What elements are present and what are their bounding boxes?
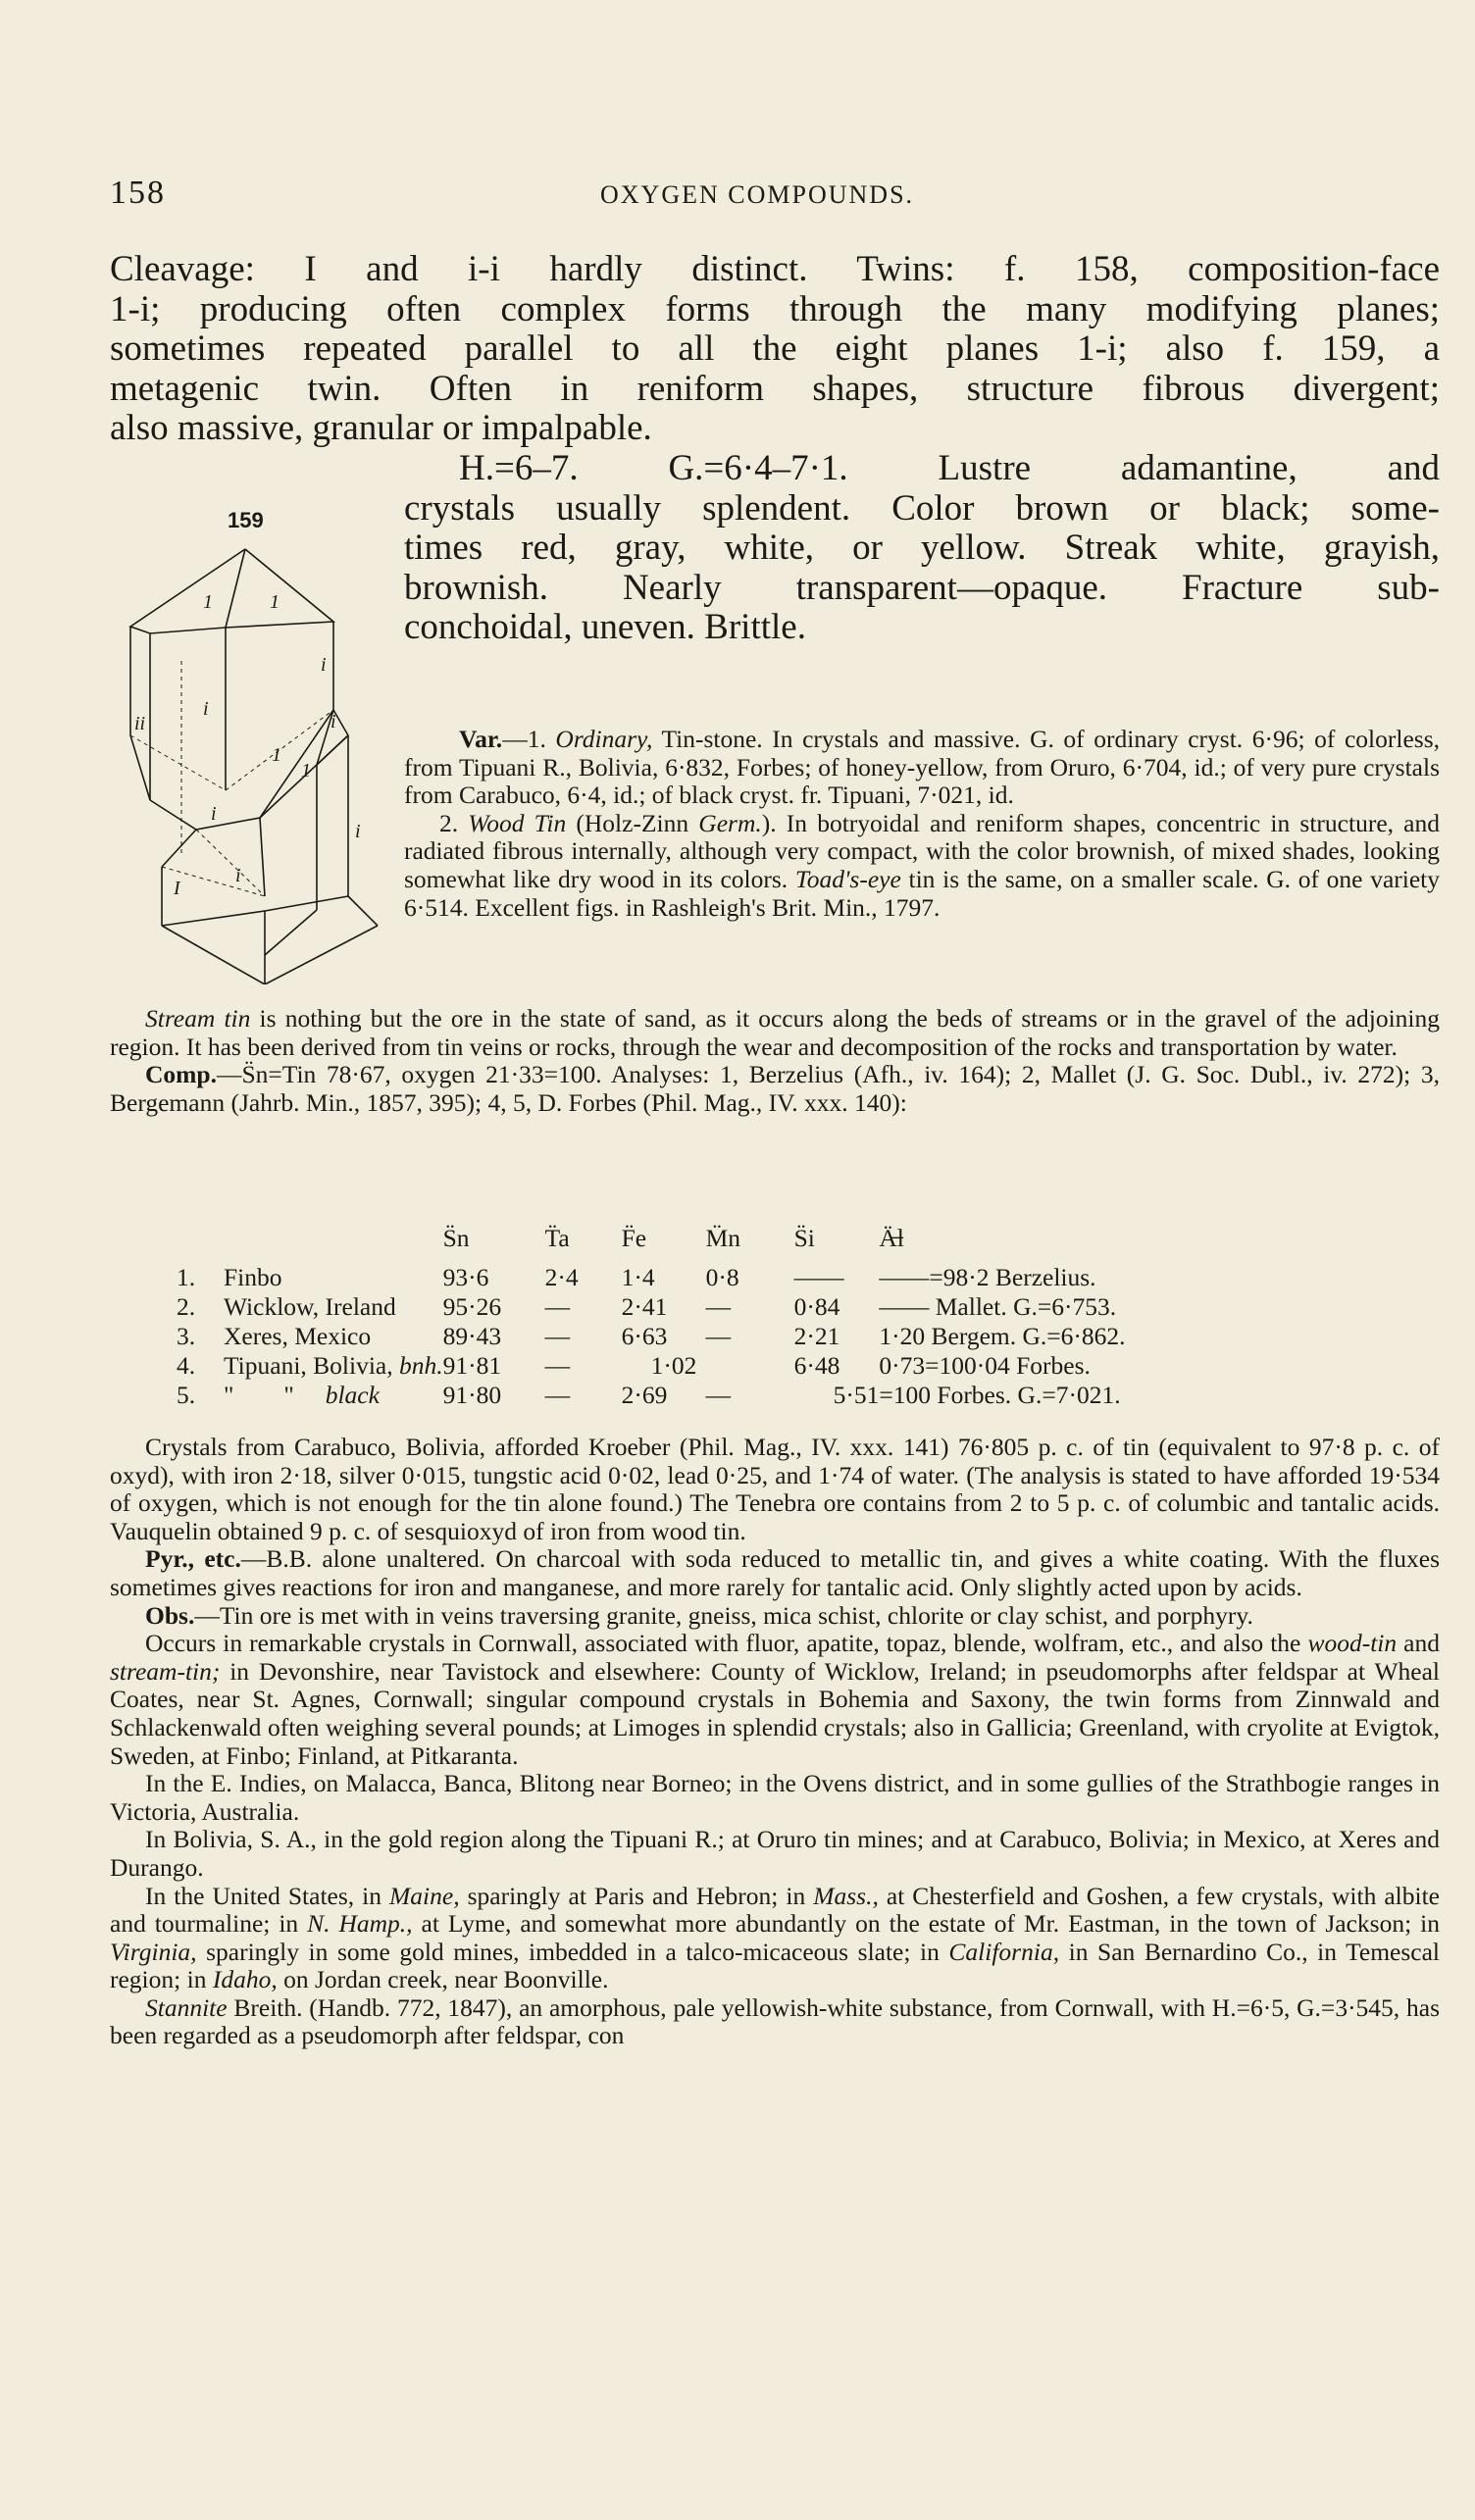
figure-number: 159 [228,508,264,532]
obs-lead: Obs. [145,1600,195,1630]
face-label: i [321,654,327,676]
obs-paragraph [110,1602,1440,1631]
bolivia-paragraph: In Bolivia, S. A., in the gold region along the Tipuani R.; at Oruro tin mines; and at Carabuco, Bolivia; in Mexico, at Xeres and Durango. [110,1825,1440,1882]
text-run: 2. [439,808,469,837]
cell-si: 0·84 [793,1292,840,1321]
locality: Xeres, Mexico [224,1322,372,1350]
text-run: ). In botryoidal and reniform shapes, concentric in structure, and radiated fibrous internally, although very compact, with the color brownish, of mixed shades, looking somewhat like dry wood in its colors. [404,808,1441,893]
text-run: Tin-stone. In crystals and massive. G. of ordinary cryst. 6·96; of colorless, from Tipuani R., Bolivia, 6·832, Forbes; of honey-yellow, from Oruro, 6·704, id.; of very pure crystals from Carabuco, 6·4, id.; of black cryst. fr. Tipuani, 7·021, id. [404,725,1441,810]
text-run: in San Bernardino Co., in Temescal region; in [110,1937,1440,1994]
text-run: Toad's-eye [794,864,901,893]
text-run: at Lyme, and somewhat more abundantly on the estate of Mr. Eastman, in the town of Jackson; in [412,1909,1440,1939]
cornwall-paragraph [110,1630,1440,1770]
comp-lead: Comp. [145,1060,217,1089]
cell-ta: — [544,1381,571,1409]
face-label: i [203,698,209,720]
text-run: Breith. (Handb. 772, 1847), an amorphous, pale yellowish-white substance, from Cornwall, with H.=6·5, G.=3·545, has been regarded as a pseudomorph after feldspar, con [110,1992,1440,2050]
row-number: 1. [177,1263,196,1291]
united-states-paragraph [110,1883,1440,1994]
face-label: ii [134,713,146,734]
cell-ta: — [544,1292,571,1321]
text-run: in Devonshire, near Tavistock and elsewhere: County of Wicklow, Ireland; in pseudomorphs after feldspar at Wheal Coates, near St. Agnes, Cornwall; singular compound crystals in Bohemia and Saxony, the twin forms from Zinnwald and Schlackenwald often weighing several pounds; at Limoges in splendid crystals; also in Gallicia; Greenland, with cryolite at Evigtok, Sweden, at Finbo; Finland, at Pitkaranta. [110,1656,1440,1770]
properties-paragraph [404,449,1440,648]
table-header-row [177,1224,1126,1263]
cell-al: 0·73=100·04 Forbes. [879,1351,1091,1380]
face-label: I [174,878,180,899]
table-row [177,1351,1126,1381]
text-run: Stannite [145,1992,228,2022]
cell-sn: 89·43 [442,1322,502,1350]
stream-comp-section [110,1005,1440,1117]
table-row [177,1263,1126,1292]
text-run: California, [948,1937,1060,1966]
face-label: i [331,711,336,732]
text-run: Ordinary, [555,725,653,753]
running-title: OXYGEN COMPOUNDS. [600,180,915,209]
text-run: on Jordan creek, near Boonville. [277,1965,609,1994]
page-number: 158 [110,175,166,211]
cell-ta: — [544,1351,571,1380]
table-row [177,1322,1126,1351]
cell-mn: 0·8 [705,1263,739,1291]
cell-sn: 93·6 [442,1263,489,1291]
header-fe: F̈e [621,1224,647,1252]
text-line: sometimes repeated parallel to all the eight planes 1-i; also f. 159, a [110,328,1440,369]
face-label: i [211,803,217,825]
text-run: Mass., [813,1881,879,1910]
row-number: 4. [177,1351,196,1380]
text-line: 1-i; producing often complex forms through the many modifying planes; [110,288,1440,329]
header-mn: M̈n [705,1224,741,1252]
cell-si: 6·48 [793,1351,840,1380]
var-lead: Var. [459,725,503,753]
variety-section [404,726,1440,922]
cell-ta: 2·4 [544,1263,579,1291]
locality: Finbo [224,1263,282,1291]
face-label: 1 [301,760,311,781]
analysis-table [177,1224,1126,1410]
face-label: 1 [272,744,281,766]
text-run: Germ. [698,808,762,837]
face-label: i [235,865,241,886]
text-run: sparingly at Paris and Hebron; in [459,1881,814,1910]
cell-sn: 95·26 [442,1292,502,1321]
locality: Tipuani, Bolivia, bnh. [224,1351,443,1380]
stannite-paragraph [110,1994,1440,2050]
face-label: i [355,821,361,842]
cell-al: 1·20 Bergem. G.=6·862. [879,1322,1126,1350]
locality: Wicklow, Ireland [224,1292,396,1321]
text-run: is nothing but the ore in the state of sand, as it occurs along the beds of streams or in the gravel of the adjoining region. It has been derived from tin veins or rocks, through the wear and decomposition of the rocks and transportation by water. [110,1004,1441,1061]
carabuco-paragraph: Crystals from Carabuco, Bolivia, afforded Kroeber (Phil. Mag., IV. xxx. 141) 76·805 p. c. of tin (equivalent to 97·8 p. c. of oxyd), with iron 2·18, silver 0·015, tungstic acid 0·02, lead 0·25, and 1·74 of water. (The analysis is stated to have afforded 19·534 of oxygen, which is not enough for the tin alone found.) The Tenebra ore contains from 2 to 5 p. c. of columbic and tantalic acids. Vauquelin obtained 9 p. c. of sesquioxyd of iron from wood tin. [110,1433,1440,1545]
text-line: brownish. Nearly transparent—opaque. Fracture sub- [404,567,1440,608]
text-line: also massive, granular or impalpable. [110,408,652,448]
row-number: 5. [177,1381,196,1409]
comp-paragraph [110,1061,1440,1117]
text-run: stream-tin; [110,1656,221,1686]
face-label: 1 [270,591,280,613]
stream-tin-paragraph [110,1005,1440,1061]
header-sn: S̈n [442,1224,470,1252]
cell-mn [706,1351,794,1381]
text-line: H.=6–7. G.=6·4–7·1. Lustre adamantine, and [459,448,1440,488]
text-run: wood-tin [1307,1629,1398,1658]
text-line: Cleavage: I and i-i hardly distinct. Twins: f. 158, composition-face [110,249,1440,289]
cell-al: ——=98·2 Berzelius. [879,1263,1096,1291]
pyr-lead: Pyr., etc. [145,1544,241,1574]
header-ta: T̈a [544,1224,570,1252]
text-run: —B.B. alone unaltered. On charcoal with soda reduced to metallic tin, and gives a white coating. With the fluxes sometimes gives reactions for iron and manganese, and more rarely for tantalic acid. Only slightly acted upon by acids. [110,1544,1440,1601]
cell-fe: 6·63 [621,1322,668,1350]
row-number: 3. [177,1322,196,1350]
cell-al: =100 Forbes. G.=7·021. [879,1381,1121,1409]
text-run: Occurs in remarkable crystals in Cornwall, associated with fluor, apatite, topaz, blende, wolfram, etc., and also the [145,1629,1308,1658]
text-line: crystals usually splendent. Color brown or black; some- [404,487,1440,529]
text-run: Maine, [389,1881,460,1910]
cell-sn: 91·80 [442,1381,502,1409]
locality: " " black [224,1381,380,1409]
crystal-drawing [123,543,387,984]
text-run: N. Hamp., [307,1909,413,1939]
cell-fe: 2·41 [621,1292,668,1321]
text-line: metagenic twin. Often in reniform shapes, structure fibrous divergent; [110,368,1440,409]
cell-fe: 2·69 [621,1381,668,1409]
text-run: tin is the same, on a smaller scale. G. of one variety 6·514. Excellent figs. in Rashleigh's Brit. Min., 1797. [404,864,1440,922]
cell-sn: 91·81 [442,1351,502,1380]
text-run: Idaho, [212,1965,278,1994]
cell-mn: — [705,1381,732,1409]
cell-mn: — [705,1292,732,1321]
text-run: —Tin ore is met with in veins traversing granite, gneiss, mica schist, chlorite or clay schist, and porphyry. [194,1600,1253,1630]
text-run: Wood Tin [468,808,567,837]
face-label: 1 [203,591,213,613]
cell-al: —— Mallet. G.=6·753. [879,1292,1117,1321]
text-run: Virginia, [110,1937,197,1966]
cell-ta: — [544,1322,571,1350]
cell-fe: 1·4 [621,1263,655,1291]
variety-1-paragraph [404,726,1440,810]
pyr-paragraph [110,1545,1440,1601]
indies-paragraph: In the E. Indies, on Malacca, Banca, Blitong near Borneo; in the Ovens district, and in some gullies of the Strathbogie ranges in Victoria, Australia. [110,1769,1440,1826]
row-number: 2. [177,1292,196,1321]
text-run: —1. [502,725,556,753]
variety-2-paragraph [404,810,1440,922]
table-row [177,1292,1126,1322]
remarks-section [110,1434,1440,2050]
header-si: S̈i [793,1224,815,1252]
cell-fe: 1·02 [650,1351,697,1380]
cell-mn: — [705,1322,732,1350]
text-run: In the United States, in [145,1881,390,1910]
crystal-figure [123,543,387,984]
table-row [177,1381,1126,1410]
header-al: Ä̶l [879,1224,904,1252]
cell-si: 2·21 [793,1322,840,1350]
text-line: conchoidal, uneven. Brittle. [404,607,806,647]
cell-si: 5·51 [833,1381,880,1409]
text-line: times red, gray, white, or yellow. Streak white, grayish, [404,528,1440,568]
text-run: (Holz-Zinn [566,808,699,837]
text-run: at Chesterfield and Goshen, a few crystals, with albite and tourmaline; in [110,1881,1440,1939]
text-run: Stream tin [145,1004,251,1033]
text-run: and [1397,1629,1440,1658]
text-run: —S̈n=Tin 78·67, oxygen 21·33=100. Analyses: 1, Berzelius (Afh., iv. 164); 2, Mallet (J. G. Soc. Dubl., iv. 272); 3, Bergemann (Jahrb. Min., 1857, 395); 4, 5, D. Forbes (Phil. Mag., IV. xxx. 140): [110,1060,1440,1117]
cleavage-paragraph [110,250,1440,449]
cell-si: —— [793,1263,844,1291]
text-run: sparingly in some gold mines, imbedded in a talco-micaceous slate; in [196,1937,949,1966]
